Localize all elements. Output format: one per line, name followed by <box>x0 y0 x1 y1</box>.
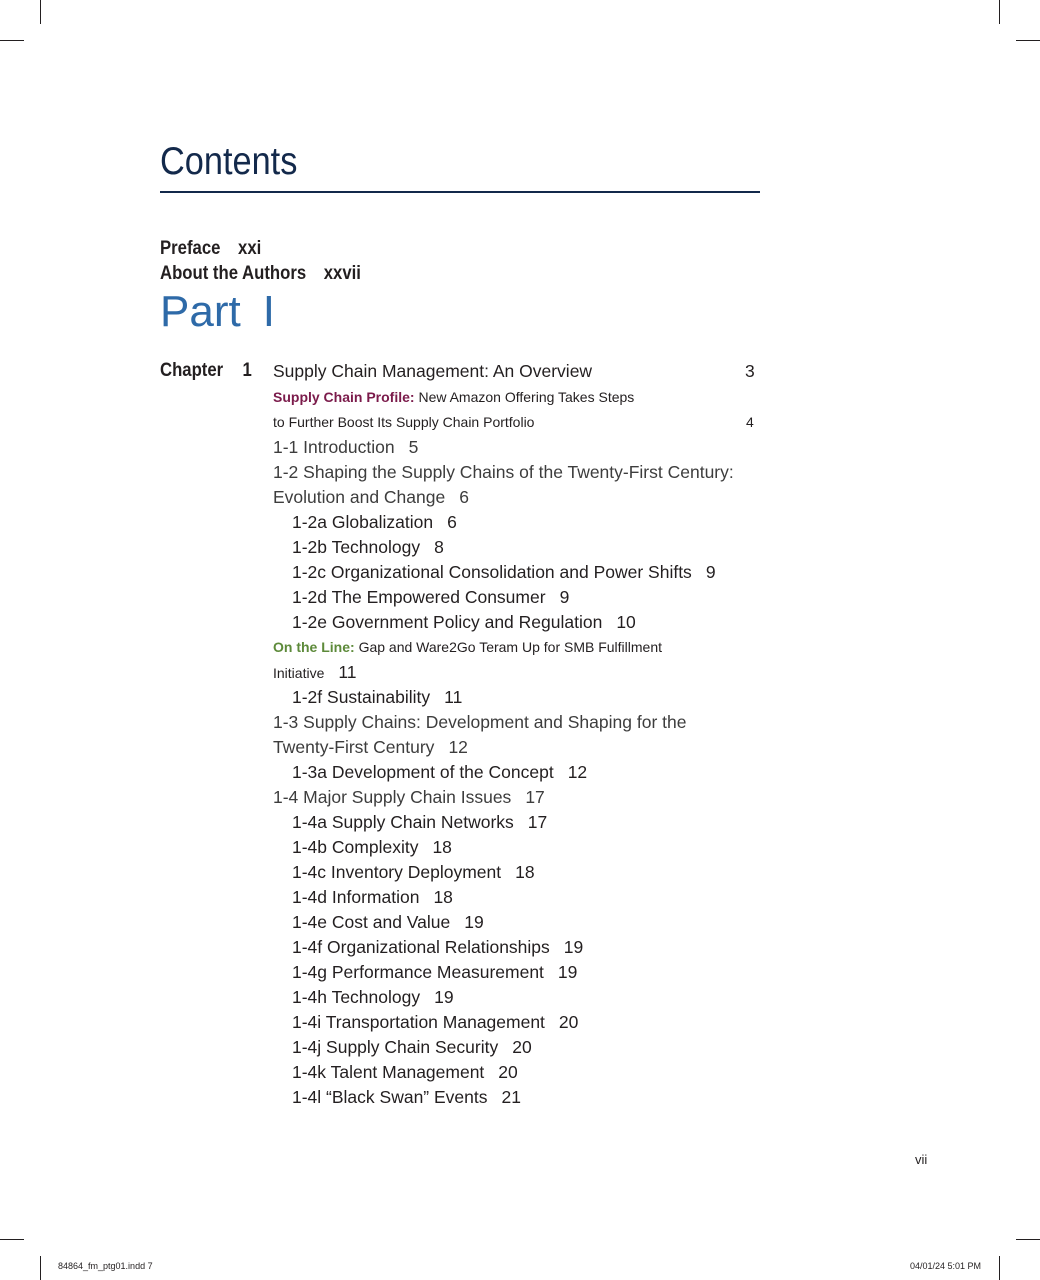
crop-mark <box>0 1239 24 1240</box>
chapter-word: Chapter <box>160 360 224 381</box>
entry-page: 19 <box>464 912 484 932</box>
toc-about-authors-page: xxvii <box>323 263 361 284</box>
entry-label: 1-4k Talent Management <box>292 1062 485 1082</box>
online-text-2: Initiative <box>273 665 325 681</box>
entry-label: 1-2c Organizational Consolidation and Power Shifts <box>292 562 692 582</box>
entry-label: 1-4d Information <box>292 887 420 907</box>
chapter-label <box>160 360 252 382</box>
entry-label: 1-4a Supply Chain Networks <box>292 812 514 832</box>
crop-mark <box>1016 1239 1040 1240</box>
entry-page: 10 <box>616 612 636 632</box>
entry-page: 17 <box>525 787 545 807</box>
part-number: I <box>262 287 275 336</box>
toc-entry-1-2c[interactable] <box>292 561 716 583</box>
toc-entry-1-3-cont[interactable] <box>273 736 468 758</box>
toc-entry-1-3a[interactable] <box>292 761 587 783</box>
title-rule <box>160 191 760 193</box>
online-feature-cont[interactable] <box>273 661 357 684</box>
entry-label: 1-1 Introduction <box>273 437 395 457</box>
toc-entry-1-1[interactable] <box>273 436 418 458</box>
toc-entry-1-4g[interactable] <box>292 961 577 983</box>
online-page: 11 <box>338 662 357 682</box>
toc-entry-1-4h[interactable] <box>292 986 454 1008</box>
page-folio: vii <box>915 1152 928 1167</box>
slug-right: 04/01/24 5:01 PM <box>910 1261 982 1271</box>
entry-page: 18 <box>432 837 452 857</box>
slug-left: 84864_fm_ptg01.indd 7 <box>58 1261 153 1271</box>
part-label: Part <box>160 287 241 336</box>
toc-entry-1-2b[interactable] <box>292 536 444 558</box>
profile-text-2: to Further Boost Its Supply Chain Portfolio <box>273 414 535 430</box>
entry-label: 1-2f Sustainability <box>292 687 431 707</box>
entry-page: 17 <box>527 812 548 832</box>
entry-label: 1-4 Major Supply Chain Issues <box>273 787 512 807</box>
entry-label: 1-4i Transportation Management <box>292 1012 545 1032</box>
toc-entry-1-4[interactable] <box>273 786 545 808</box>
entry-page: 20 <box>558 1012 579 1032</box>
entry-page: 8 <box>434 537 444 557</box>
entry-label: 1-2d The Empowered Consumer <box>292 587 546 607</box>
toc-entry-1-2a[interactable] <box>292 511 457 533</box>
crop-mark <box>999 0 1000 24</box>
toc-entry-1-2e[interactable] <box>292 611 636 633</box>
profile-lead: Supply Chain Profile: <box>273 389 415 405</box>
entry-label: 1-4b Complexity <box>292 837 419 857</box>
toc-entry-1-2[interactable]: 1-2 Shaping the Supply Chains of the Twenty-First Century: <box>273 462 734 482</box>
toc-about-authors[interactable] <box>160 263 361 285</box>
entry-page: 9 <box>705 562 716 582</box>
entry-label: 1-2e Government Policy and Regulation <box>292 612 603 632</box>
toc-entry-1-4f[interactable] <box>292 936 583 958</box>
profile-feature[interactable] <box>273 386 634 408</box>
toc-preface[interactable] <box>160 238 261 260</box>
toc-entry-1-4j[interactable] <box>292 1036 532 1058</box>
toc-entry-1-4l[interactable] <box>292 1086 521 1108</box>
entry-label: 1-4e Cost and Value <box>292 912 451 932</box>
entry-page: 21 <box>501 1087 521 1107</box>
toc-entry-1-4a[interactable] <box>292 811 547 833</box>
toc-preface-label: Preface <box>160 238 221 259</box>
entry-page: 19 <box>557 962 578 982</box>
entry-label: 1-3a Development of the Concept <box>292 762 554 782</box>
entry-label: 1-4l “Black Swan” Events <box>292 1087 488 1107</box>
chapter-page: 3 <box>745 361 755 381</box>
entry-label: 1-4j Supply Chain Security <box>292 1037 499 1057</box>
online-feature[interactable] <box>273 636 662 658</box>
toc-entry-1-2f[interactable] <box>292 686 462 708</box>
part-heading <box>160 287 275 337</box>
entry-label: 1-2a Globalization <box>292 512 434 532</box>
entry-page: 18 <box>433 887 453 907</box>
profile-page: 4 <box>746 414 754 430</box>
toc-entry-1-3[interactable]: 1-3 Supply Chains: Development and Shaping for the <box>273 712 687 732</box>
entry-label: 1-4c Inventory Deployment <box>292 862 502 882</box>
entry-page: 6 <box>459 487 469 507</box>
crop-mark <box>0 40 24 41</box>
entry-label: Evolution and Change <box>273 487 446 507</box>
entry-page: 18 <box>515 862 535 882</box>
online-lead: On the Line: <box>273 639 355 655</box>
crop-mark <box>1016 40 1040 41</box>
entry-label: 1-2b Technology <box>292 537 421 557</box>
entry-label: Twenty-First Century <box>273 737 435 757</box>
entry-page: 12 <box>567 762 588 782</box>
entry-page: 11 <box>444 687 463 707</box>
entry-page: 12 <box>448 737 468 757</box>
toc-entry-1-4b[interactable] <box>292 836 452 858</box>
entry-label: 1-4h Technology <box>292 987 421 1007</box>
online-text-1: Gap and Ware2Go Teram Up for SMB Fulfillment <box>358 639 663 655</box>
crop-mark <box>40 1256 41 1280</box>
entry-page: 19 <box>563 937 584 957</box>
toc-about-authors-label: About the Authors <box>160 263 307 284</box>
entry-page: 5 <box>408 437 419 457</box>
toc-entry-1-2d[interactable] <box>292 586 569 608</box>
entry-label: 1-4f Organizational Relationships <box>292 937 550 957</box>
page-title: Contents <box>160 140 298 183</box>
toc-entry-1-4e[interactable] <box>292 911 484 933</box>
entry-label: 1-4g Performance Measurement <box>292 962 544 982</box>
crop-mark <box>999 1256 1000 1280</box>
entry-page: 20 <box>512 1037 532 1057</box>
entry-page: 6 <box>447 512 457 532</box>
chapter-number: 1 <box>242 360 252 381</box>
crop-mark <box>40 0 41 24</box>
chapter-title[interactable]: Supply Chain Management: An Overview <box>273 361 593 381</box>
profile-text-1: New Amazon Offering Takes Steps <box>418 389 635 405</box>
entry-page: 19 <box>434 987 454 1007</box>
entry-page: 9 <box>559 587 570 607</box>
entry-page: 20 <box>498 1062 518 1082</box>
toc-entry-1-2-cont[interactable] <box>273 486 469 508</box>
toc-entry-1-4d[interactable] <box>292 886 453 908</box>
toc-entry-1-4k[interactable] <box>292 1061 518 1083</box>
toc-entry-1-4i[interactable] <box>292 1011 578 1033</box>
toc-preface-page: xxi <box>238 238 262 259</box>
toc-entry-1-4c[interactable] <box>292 861 535 883</box>
